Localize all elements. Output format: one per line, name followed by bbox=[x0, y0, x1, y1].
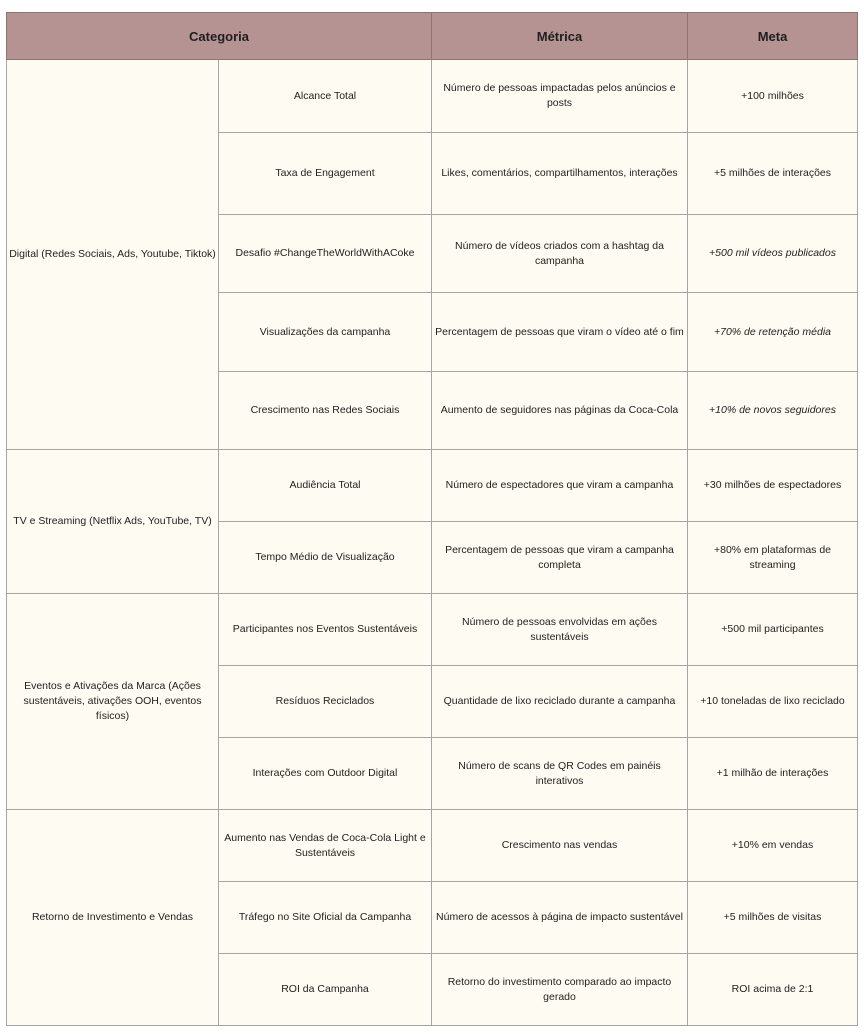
metric-cell: Percentagem de pessoas que viram o vídeo até o fim bbox=[432, 293, 688, 372]
metric-cell: Número de pessoas impactadas pelos anúncios e posts bbox=[432, 60, 688, 133]
goal-cell: +80% em plataformas de streaming bbox=[688, 522, 858, 594]
item-cell: Tempo Médio de Visualização bbox=[219, 522, 432, 594]
item-cell: Visualizações da campanha bbox=[219, 293, 432, 372]
metric-cell: Número de espectadores que viram a campanha bbox=[432, 450, 688, 522]
item-cell: Alcance Total bbox=[219, 60, 432, 133]
metric-cell: Crescimento nas vendas bbox=[432, 810, 688, 882]
table-row bbox=[7, 450, 858, 522]
category-cell: TV e Streaming (Netflix Ads, YouTube, TV) bbox=[7, 450, 219, 594]
category-cell: Digital (Redes Sociais, Ads, Youtube, Tiktok) bbox=[7, 60, 219, 450]
header-meta: Meta bbox=[688, 13, 858, 60]
item-cell: Aumento nas Vendas de Coca-Cola Light e Sustentáveis bbox=[219, 810, 432, 882]
item-cell: Interações com Outdoor Digital bbox=[219, 738, 432, 810]
table-row bbox=[7, 810, 858, 882]
item-cell: Crescimento nas Redes Sociais bbox=[219, 372, 432, 450]
goal-cell: +100 milhões bbox=[688, 60, 858, 133]
item-cell: Desafio #ChangeTheWorldWithACoke bbox=[219, 215, 432, 293]
category-cell: Eventos e Ativações da Marca (Ações sustentáveis, ativações OOH, eventos físicos) bbox=[7, 594, 219, 810]
header-metrica: Métrica bbox=[432, 13, 688, 60]
goal-cell: +5 milhões de visitas bbox=[688, 882, 858, 954]
item-cell: Audiência Total bbox=[219, 450, 432, 522]
metric-cell: Aumento de seguidores nas páginas da Coca-Cola bbox=[432, 372, 688, 450]
table-header-row bbox=[7, 13, 858, 60]
category-cell: Retorno de Investimento e Vendas bbox=[7, 810, 219, 1026]
goal-cell: +5 milhões de interações bbox=[688, 133, 858, 215]
table-row bbox=[7, 60, 858, 133]
goal-cell: +10% de novos seguidores bbox=[688, 372, 858, 450]
goal-cell: ROI acima de 2:1 bbox=[688, 954, 858, 1026]
goal-cell: +10 toneladas de lixo reciclado bbox=[688, 666, 858, 738]
metric-cell: Número de pessoas envolvidas em ações sustentáveis bbox=[432, 594, 688, 666]
item-cell: ROI da Campanha bbox=[219, 954, 432, 1026]
metrics-table bbox=[6, 12, 858, 1026]
metric-cell: Likes, comentários, compartilhamentos, interações bbox=[432, 133, 688, 215]
metric-cell: Número de vídeos criados com a hashtag da campanha bbox=[432, 215, 688, 293]
metric-cell: Número de acessos à página de impacto sustentável bbox=[432, 882, 688, 954]
metric-cell: Retorno do investimento comparado ao impacto gerado bbox=[432, 954, 688, 1026]
item-cell: Participantes nos Eventos Sustentáveis bbox=[219, 594, 432, 666]
item-cell: Resíduos Reciclados bbox=[219, 666, 432, 738]
item-cell: Tráfego no Site Oficial da Campanha bbox=[219, 882, 432, 954]
metric-cell: Percentagem de pessoas que viram a campanha completa bbox=[432, 522, 688, 594]
item-cell: Taxa de Engagement bbox=[219, 133, 432, 215]
header-categoria: Categoria bbox=[7, 13, 432, 60]
table-row bbox=[7, 594, 858, 666]
goal-cell: +1 milhão de interações bbox=[688, 738, 858, 810]
goal-cell: +70% de retenção média bbox=[688, 293, 858, 372]
goal-cell: +30 milhões de espectadores bbox=[688, 450, 858, 522]
metric-cell: Número de scans de QR Codes em painéis interativos bbox=[432, 738, 688, 810]
goal-cell: +10% em vendas bbox=[688, 810, 858, 882]
metric-cell: Quantidade de lixo reciclado durante a campanha bbox=[432, 666, 688, 738]
goal-cell: +500 mil vídeos publicados bbox=[688, 215, 858, 293]
goal-cell: +500 mil participantes bbox=[688, 594, 858, 666]
